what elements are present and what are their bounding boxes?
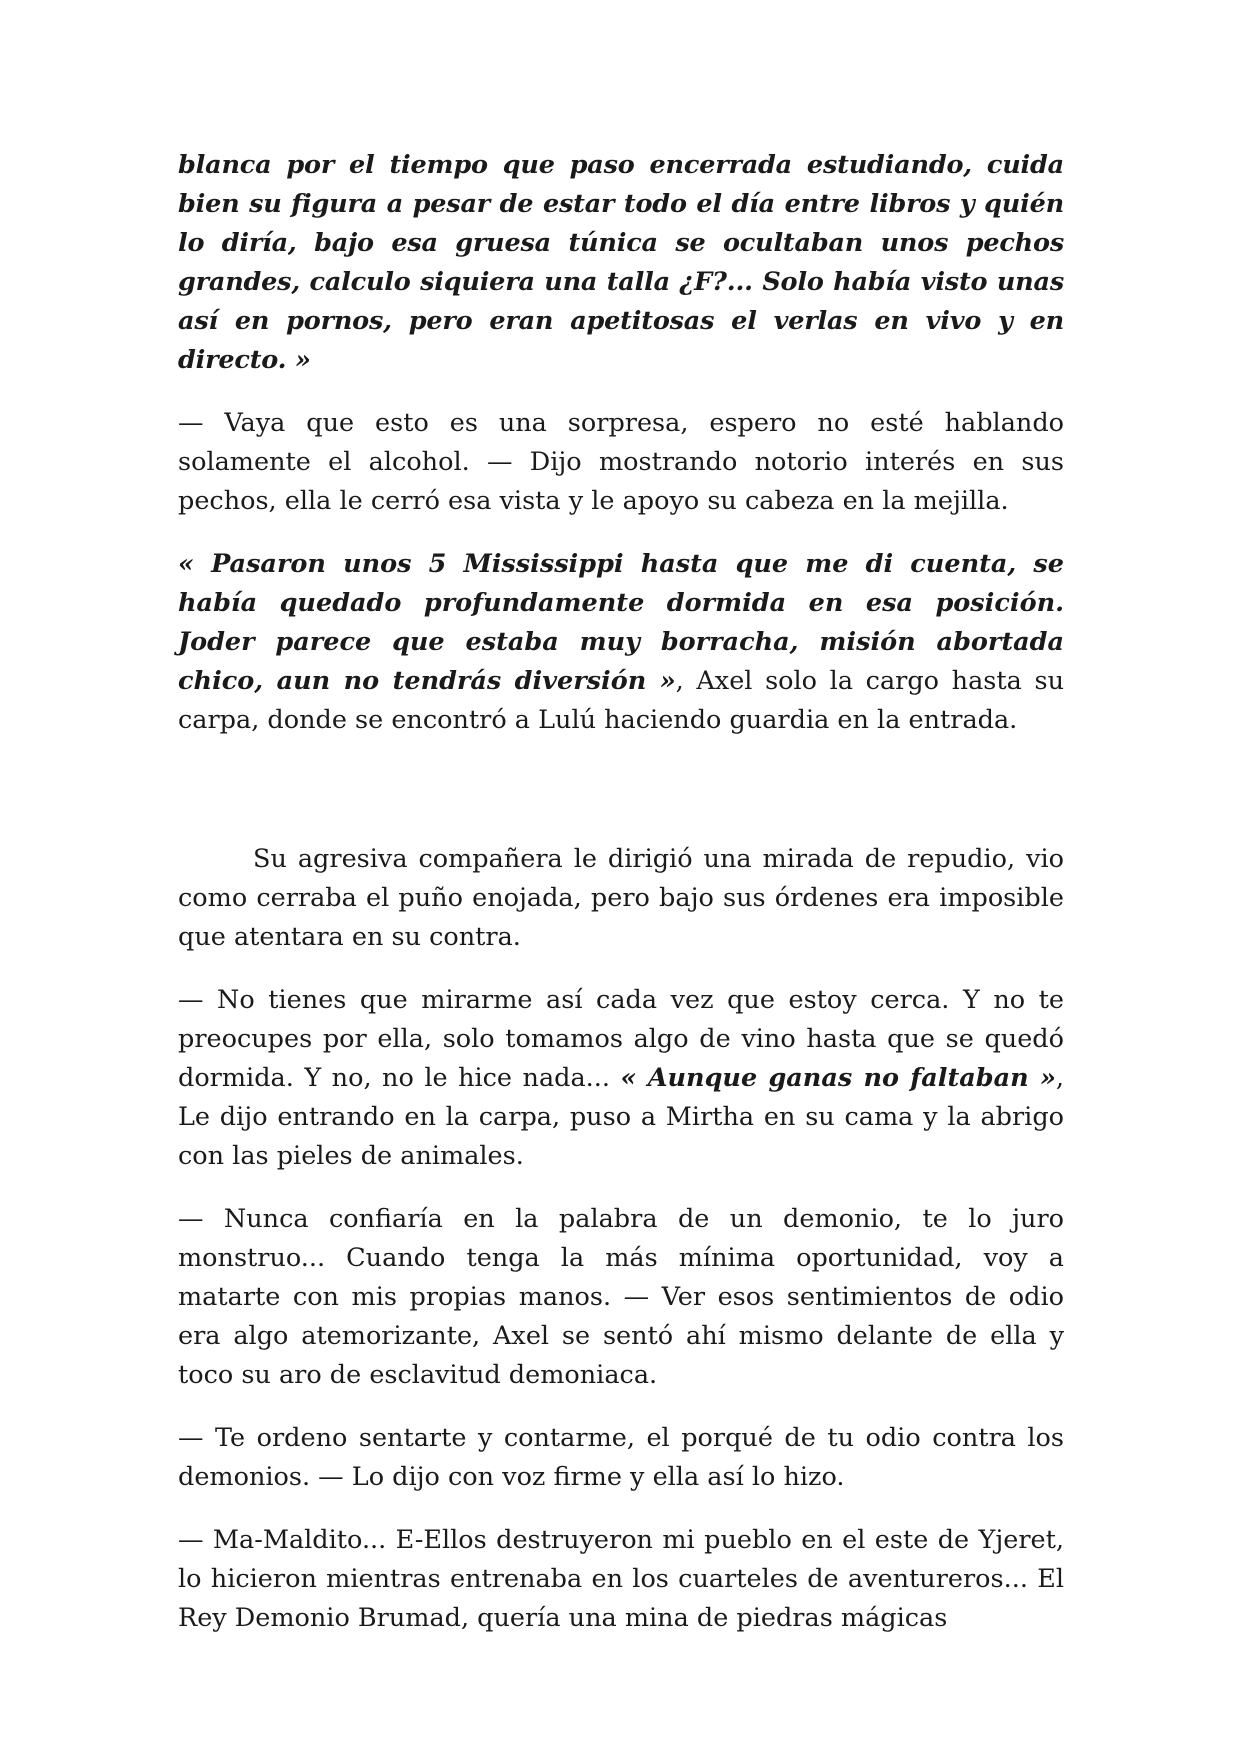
paragraph-narration-3	[178, 840, 1064, 957]
dialogue-text: — Ma-Maldito... E-Ellos destruyeron mi pueblo en el este de Yjeret, lo hicieron mientras entrenaba en los cuarteles de aventureros... El Rey Demonio Brumad, quería una mina de piedras mágicas	[178, 1525, 1064, 1633]
paragraph-dialogue-4	[178, 1419, 1064, 1497]
inner-thought-text: « Pasaron unos 5 Mississippi hasta que me di cuenta, se había quedado profundamente dormida en esa posición. Joder parece que estaba muy borracha, misión abortada chico, aun no tendrás diversión »	[178, 549, 1064, 696]
paragraph-dialogue-3	[178, 1200, 1064, 1395]
inner-thought-text: blanca por el tiempo que paso encerrada estudiando, cuida bien su figura a pesar de estar todo el día entre libros y quién lo diría, bajo esa gruesa túnica se ocultaban unos pechos grandes, calculo siquiera una talla ¿F?... Solo había visto unas así en pornos, pero eran apetitosas el verlas en vivo y en directo. »	[178, 150, 1064, 375]
narration-text: , Axel solo la cargo hasta su carpa, donde se encontró a Lulú haciendo guardia en la entrada.	[178, 666, 1065, 735]
narration-text: Su agresiva compañera le dirigió una mirada de repudio, vio como cerraba el puño enojada, pero bajo sus órdenes era imposible que atentara en su contra.	[178, 844, 1064, 952]
dialogue-text: — Nunca confiaría en la palabra de un demonio, te lo juro monstruo... Cuando tenga la más mínima oportunidad, voy a matarte con mis propias manos. — Ver esos sentimientos de odio era algo atemorizante, Axel se sentó ahí mismo delante de ella y toco su aro de esclavitud demoniaca.	[178, 1204, 1064, 1390]
paragraph-dialogue-5	[178, 1521, 1064, 1638]
scene-break	[178, 764, 1064, 840]
narration-text: , Le dijo entrando en la carpa, puso a Mirtha en su cama y la abrigo con las pieles de animales.	[178, 1063, 1064, 1171]
paragraph-dialogue-1	[178, 404, 1064, 521]
dialogue-text: — No tienes que mirarme así cada vez que estoy cerca. Y no te preocupes por ella, solo tomamos algo de vino hasta que se quedó dormida. Y no, no le hice nada...	[178, 985, 1064, 1093]
dialogue-text: — Vaya que esto es una sorpresa, espero no esté hablando solamente el alcohol. — Dijo mostrando notorio interés en sus pechos, ella le cerró esa vista y le apoyo su cabeza en la mejilla.	[178, 408, 1064, 516]
inner-thought-text: « Aunque ganas no faltaban »	[620, 1063, 1056, 1093]
paragraph-narration-2	[178, 545, 1064, 740]
dialogue-text: — Te ordeno sentarte y contarme, el porqué de tu odio contra los demonios. — Lo dijo con voz firme y ella así lo hizo.	[178, 1423, 1064, 1492]
text-body	[178, 146, 1064, 1662]
paragraph-dialogue-2	[178, 981, 1064, 1176]
paragraph-narration-1	[178, 146, 1064, 380]
